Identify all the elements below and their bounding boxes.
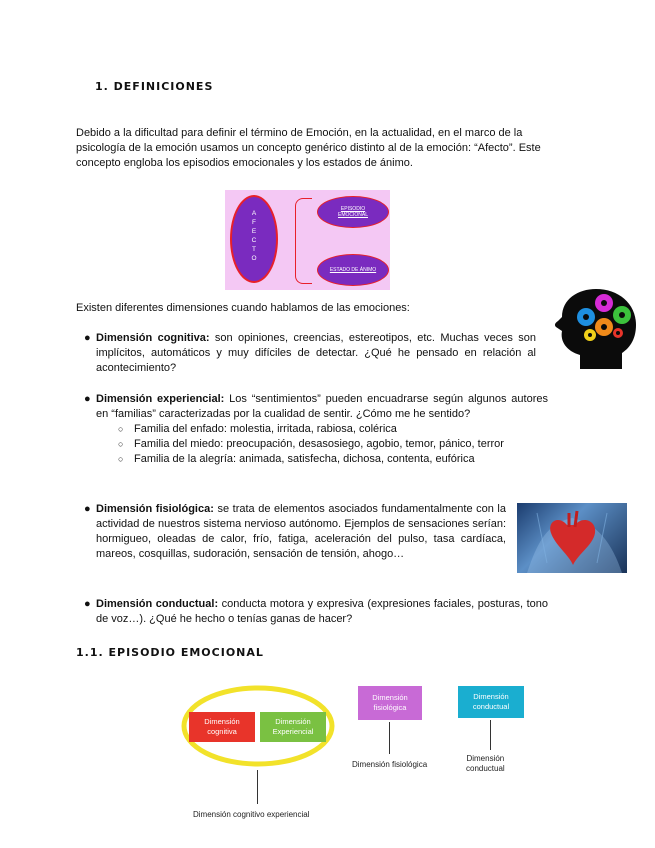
episodio-emocional-label: EPISODIO EMOCIONAL bbox=[337, 206, 368, 218]
box-experiencial: Dimensión Experiencial bbox=[260, 712, 326, 742]
family-item: ○ Familia del enfado: molestia, irritada, rabiosa, colérica bbox=[116, 422, 548, 437]
label-conductual-line: Dimensión bbox=[466, 754, 505, 763]
intro-line: Debido a la dificultad para definir el término de Emoción, en la actualidad, en el marco de la bbox=[76, 127, 523, 139]
connector-line bbox=[490, 720, 491, 750]
afecto-diagram bbox=[225, 190, 390, 290]
dimension-conductual-item bbox=[84, 597, 548, 627]
dimension-text: conducta motora y expresiva (expresiones faciales, posturas, tono de voz…). ¿Qué he hecho o tenías ganas de hacer? bbox=[96, 598, 548, 625]
episodio-diagram bbox=[0, 670, 655, 848]
section-heading-definiciones: 1. DEFINICIONES bbox=[95, 80, 214, 93]
heart-anatomy-image bbox=[517, 503, 627, 573]
section-heading-episodio: 1.1. EPISODIO EMOCIONAL bbox=[76, 646, 264, 659]
heart-illustration bbox=[517, 503, 627, 573]
dimensions-intro: Existen diferentes dimensiones cuando hablamos de las emociones: bbox=[76, 302, 410, 314]
families-list bbox=[116, 422, 548, 467]
bullet-icon: ● bbox=[84, 503, 91, 515]
intro-line: psicología de la emoción usamos un concepto genérico distinto al de la emoción: “Afecto”. Este bbox=[76, 142, 541, 154]
box-cognitiva: Dimensión cognitiva bbox=[189, 712, 255, 742]
dimension-label: Dimensión cognitiva: bbox=[96, 332, 210, 344]
afecto-ellipse bbox=[230, 195, 278, 283]
bullet-icon: ● bbox=[84, 332, 91, 344]
connector-line bbox=[389, 722, 390, 754]
label-conductual-line: conductual bbox=[466, 764, 505, 773]
estado-animo-label: ESTADO DE ÁNIMO bbox=[329, 267, 377, 273]
dimension-label: Dimensión experiencial: bbox=[96, 393, 225, 405]
estado-animo-ellipse bbox=[317, 254, 389, 286]
label-conductual bbox=[466, 754, 505, 774]
bullet-icon: ● bbox=[84, 393, 91, 405]
label-cognitivo-experiencial: Dimensión cognitivo experiencial bbox=[193, 810, 310, 819]
connector-line bbox=[257, 770, 258, 804]
dimension-cognitiva-item bbox=[84, 331, 536, 376]
dimension-text: son opiniones, creencias, estereotipos, etc. Muchas veces son implícitos, automáticos y muy difíciles de detectar. ¿Qué he pensado en relación al acontecimiento? bbox=[96, 332, 536, 374]
box-fisiologica: Dimensión fisiológica bbox=[358, 686, 422, 720]
bullet-icon: ● bbox=[84, 598, 91, 610]
family-item: ○ Familia del miedo: preocupación, desasosiego, agobio, temor, pánico, terror bbox=[116, 437, 548, 452]
box-conductual: Dimensión conductual bbox=[458, 686, 524, 718]
dimension-label: Dimensión conductual: bbox=[96, 598, 219, 610]
intro-line: concepto engloba los episodios emocionales y los estados de ánimo. bbox=[76, 157, 413, 169]
episodio-emocional-ellipse bbox=[317, 196, 389, 228]
bracket bbox=[295, 198, 312, 284]
family-item: ○ Familia de la alegría: animada, satisfecha, dichosa, contenta, eufórica bbox=[116, 452, 548, 467]
label-fisiologica: Dimensión fisiológica bbox=[352, 760, 428, 769]
dimension-text: se trata de elementos asociados fundamentalmente con la actividad de nuestros sistema nervioso autónomo. Ejemplos de sensaciones serían: hormigueo, oleadas de calor, frío, fatiga, aceleración del pulso, tasa cardíaca, mareos, cosquillas, sudoración, sensación de tensión, ahogo… bbox=[96, 503, 506, 560]
afecto-label: AFECTO bbox=[251, 210, 257, 262]
dimension-fisiologica-item bbox=[84, 502, 506, 562]
intro-paragraph bbox=[76, 126, 556, 171]
dimension-text: Los “sentimientos” pueden encuadrarse según algunos autores en “familias” caracterizadas por la cualidad de sentir. ¿Cómo me he sentido? bbox=[96, 393, 548, 420]
head-gears-image bbox=[552, 287, 642, 369]
dimension-label: Dimensión fisiológica: bbox=[96, 503, 214, 515]
dimension-experiencial-item bbox=[84, 392, 548, 467]
